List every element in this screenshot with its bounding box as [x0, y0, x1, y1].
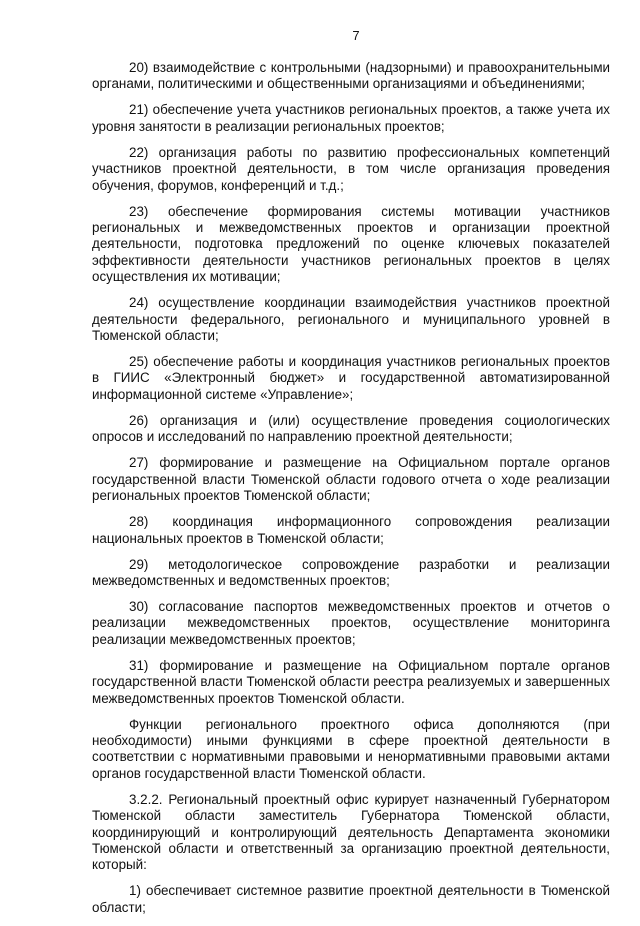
page-number: 7 — [352, 28, 360, 43]
paragraph-item-27: 27) формирование и размещение на Официальном портале органов государственной власти Тюменской области годового отчета о ходе реализации региональных проектов Тюменской области; — [92, 455, 610, 504]
paragraph-subitem-1: 1) обеспечивает системное развитие проектной деятельности в Тюменской области; — [92, 883, 610, 915]
paragraph-item-30: 30) согласование паспортов межведомственных проектов и отчетов о реализации межведомственных проектов, осуществление мониторинга реализации межведомственных проектов; — [92, 598, 610, 647]
paragraph-item-28: 28) координация информационного сопровождения реализации национальных проектов в Тюменской области; — [92, 514, 610, 546]
paragraph-section-3-2-2: 3.2.2. Региональный проектный офис курирует назначенный Губернатором Тюменской области заместитель Губернатора Тюменской области, координирующий и контролирующий деятельность Департамента экономики Тюменской области и ответственный за организацию проектной деятельности, который: — [92, 791, 610, 873]
paragraph-functions-note: Функции регионального проектного офиса дополняются (при необходимости) иными функциями в сфере проектной деятельности в соответствии с нормативными правовыми и ненормативными правовыми актами органов государственной власти Тюменской области. — [92, 716, 610, 781]
document-page — [92, 28, 610, 926]
paragraph-item-20: 20) взаимодействие с контрольными (надзорными) и правоохранительными органами, политическими и общественными организациями и объединениями; — [92, 60, 610, 92]
paragraph-item-22: 22) организация работы по развитию профессиональных компетенций участников проектной деятельности, в том числе организация проведения обучения, форумов, конференций и т.д.; — [92, 144, 610, 193]
paragraph-item-24: 24) осуществление координации взаимодействия участников проектной деятельности федерального, регионального и муниципального уровней в Тюменской области; — [92, 295, 610, 344]
paragraph-item-23: 23) обеспечение формирования системы мотивации участников региональных и межведомственных проектов и организации проектной деятельности, подготовка предложений по оценке ключевых показателей эффективности деятельности участников региональных проектов в целях осуществления их мотивации; — [92, 203, 610, 285]
paragraph-item-29: 29) методологическое сопровождение разработки и реализации межведомственных и ведомственных проектов; — [92, 556, 610, 588]
paragraph-item-31: 31) формирование и размещение на Официальном портале органов государственной власти Тюменской области реестра реализуемых и завершенных межведомственных проектов Тюменской области. — [92, 657, 610, 706]
paragraph-item-25: 25) обеспечение работы и координация участников региональных проектов в ГИИС «Электронный бюджет» и государственной автоматизированной информационной системе «Управление»; — [92, 354, 610, 402]
paragraph-item-21: 21) обеспечение учета участников региональных проектов, а также учета их уровня занятости в реализации региональных проектов; — [92, 102, 610, 134]
paragraph-item-26: 26) организация и (или) осуществление проведения социологических опросов и исследований по направлению проектной деятельности; — [92, 412, 610, 445]
